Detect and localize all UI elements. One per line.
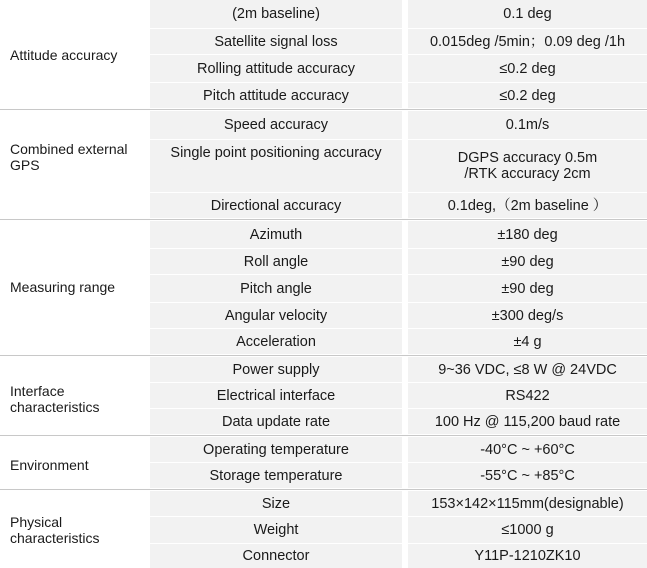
param-cell: Connector — [150, 544, 402, 568]
group-label-measuring-range: Measuring range — [10, 279, 116, 295]
param-cell: Directional accuracy — [150, 193, 402, 218]
group-label-combined-external-gps: Combined external GPS — [10, 141, 128, 173]
group-divider — [0, 109, 647, 110]
param-cell: Speed accuracy — [150, 111, 402, 139]
param-cell: Size — [150, 491, 402, 516]
value-cell: RS422 — [408, 383, 647, 408]
value-cell — [408, 140, 647, 192]
group-label-physical-characteristics: Physical characteristics — [10, 514, 100, 546]
param-cell: Pitch angle — [150, 275, 402, 302]
value-cell: ≤1000 g — [408, 517, 647, 543]
param-cell: Rolling attitude accuracy — [150, 55, 402, 82]
param-cell: Power supply — [150, 357, 402, 382]
value-line: /RTK accuracy 2cm — [464, 166, 591, 182]
value-cell: ±90 deg — [408, 249, 647, 274]
param-cell: Acceleration — [150, 329, 402, 354]
value-cell: 153×142×115mm(designable) — [408, 491, 647, 516]
group-divider — [0, 435, 647, 436]
value-cell: Y11P-1210ZK10 — [408, 544, 647, 568]
param-cell: Roll angle — [150, 249, 402, 274]
value-cell: 0.1m/s — [408, 111, 647, 139]
param-cell: Pitch attitude accuracy — [150, 83, 402, 108]
value-cell: ≤0.2 deg — [408, 83, 647, 108]
param-cell: Electrical interface — [150, 383, 402, 408]
group-label-environment: Environment — [10, 457, 89, 473]
group-divider — [0, 489, 647, 490]
param-cell: Operating temperature — [150, 437, 402, 462]
param-cell: Storage temperature — [150, 463, 402, 488]
param-cell: Angular velocity — [150, 303, 402, 328]
value-line: DGPS accuracy 0.5m — [457, 150, 598, 166]
value-cell: 9~36 VDC, ≤8 W @ 24VDC — [408, 357, 647, 382]
value-cell: 0.015deg /5min；0.09 deg /1h — [408, 29, 647, 54]
value-cell: 100 Hz @ 115,200 baud rate — [408, 409, 647, 434]
value-cell: 0.1 deg — [408, 0, 647, 28]
group-divider — [0, 219, 647, 220]
param-cell: Single point positioning accuracy — [150, 140, 402, 192]
param-cell: Satellite signal loss — [150, 29, 402, 54]
group-label-interface-characteristics: Interface characteristics — [10, 383, 100, 415]
param-cell: Azimuth — [150, 221, 402, 248]
param-cell: (2m baseline) — [150, 0, 402, 28]
value-cell: -40°C ~ +60°C — [408, 437, 647, 462]
value-cell: ±300 deg/s — [408, 303, 647, 328]
value-cell: 0.1deg,（2m baseline ） — [408, 193, 647, 218]
value-cell: ±90 deg — [408, 275, 647, 302]
group-divider — [0, 355, 647, 356]
group-label-attitude-accuracy: Attitude accuracy — [10, 47, 118, 63]
param-cell: Weight — [150, 517, 402, 543]
param-cell: Data update rate — [150, 409, 402, 434]
value-cell: ±4 g — [408, 329, 647, 354]
value-cell: ±180 deg — [408, 221, 647, 248]
value-cell: -55°C ~ +85°C — [408, 463, 647, 488]
value-cell: ≤0.2 deg — [408, 55, 647, 82]
